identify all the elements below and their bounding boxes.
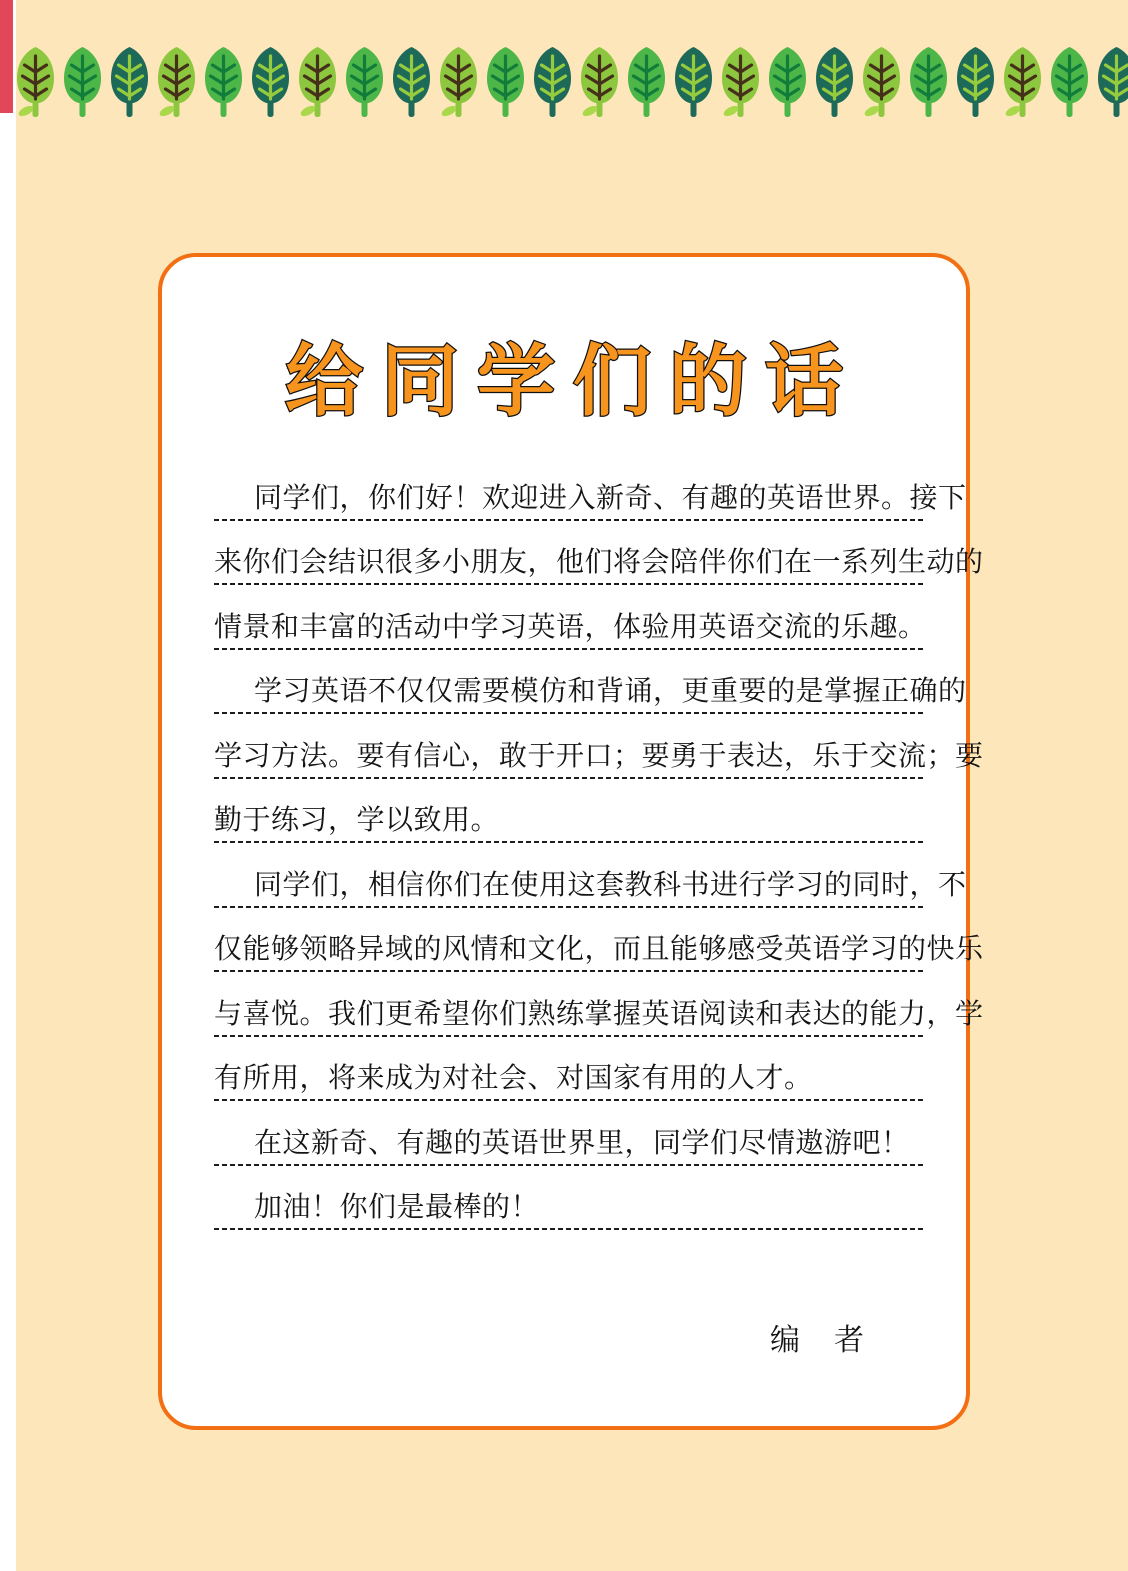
preface-body: [214, 456, 984, 1230]
light-green-leaf-icon: [999, 45, 1046, 121]
ruled-line: 学习方法。要有信心，敢于开口；要勇于表达，乐于交流；要: [214, 714, 924, 779]
mid-green-leaf-icon: [623, 45, 670, 121]
dark-teal-leaf-icon: [811, 45, 858, 121]
leaf-banner: [12, 45, 1128, 121]
ruled-line: 同学们，相信你们在使用这套教科书进行学习的同时，不: [214, 843, 924, 908]
light-green-leaf-icon: [576, 45, 623, 121]
light-green-leaf-icon: [294, 45, 341, 121]
ruled-line: 情景和丰富的活动中学习英语，体验用英语交流的乐趣。: [214, 585, 924, 650]
ruled-line: 仅能够领略异域的风情和文化，而且能够感受英语学习的快乐: [214, 908, 924, 973]
page-title: 给同学们的话: [284, 337, 861, 425]
mid-green-leaf-icon: [59, 45, 106, 121]
ruled-line: 与喜悦。我们更希望你们熟练掌握英语阅读和表达的能力，学: [214, 972, 924, 1037]
mid-green-leaf-icon: [905, 45, 952, 121]
light-green-leaf-icon: [717, 45, 764, 121]
mid-green-leaf-icon: [1046, 45, 1093, 121]
light-green-leaf-icon: [435, 45, 482, 121]
light-green-leaf-icon: [153, 45, 200, 121]
preface-card: [158, 253, 984, 1430]
ruled-line: 来你们会结识很多小朋友，他们将会陪伴你们在一系列生动的: [214, 521, 924, 586]
mid-green-leaf-icon: [200, 45, 247, 121]
light-green-leaf-icon: [12, 45, 59, 121]
dark-teal-leaf-icon: [952, 45, 999, 121]
dark-teal-leaf-icon: [388, 45, 435, 121]
dark-teal-leaf-icon: [670, 45, 717, 121]
light-green-leaf-icon: [858, 45, 905, 121]
ruled-line: 在这新奇、有趣的英语世界里，同学们尽情遨游吧！: [214, 1101, 924, 1166]
mid-green-leaf-icon: [764, 45, 811, 121]
dark-teal-leaf-icon: [1093, 45, 1128, 121]
dark-teal-leaf-icon: [529, 45, 576, 121]
ruled-line: 勤于练习，学以致用。: [214, 779, 924, 844]
ruled-line: 同学们，你们好！欢迎进入新奇、有趣的英语世界。接下: [214, 456, 924, 521]
mid-green-leaf-icon: [341, 45, 388, 121]
editor-signature: 编 者: [770, 1324, 866, 1357]
mid-green-leaf-icon: [482, 45, 529, 121]
dark-teal-leaf-icon: [247, 45, 294, 121]
dark-teal-leaf-icon: [106, 45, 153, 121]
ruled-line: 有所用，将来成为对社会、对国家有用的人才。: [214, 1037, 924, 1102]
ruled-line: 加油！你们是最棒的！: [214, 1166, 924, 1231]
ruled-line: 学习英语不仅仅需要模仿和背诵，更重要的是掌握正确的: [214, 650, 924, 715]
